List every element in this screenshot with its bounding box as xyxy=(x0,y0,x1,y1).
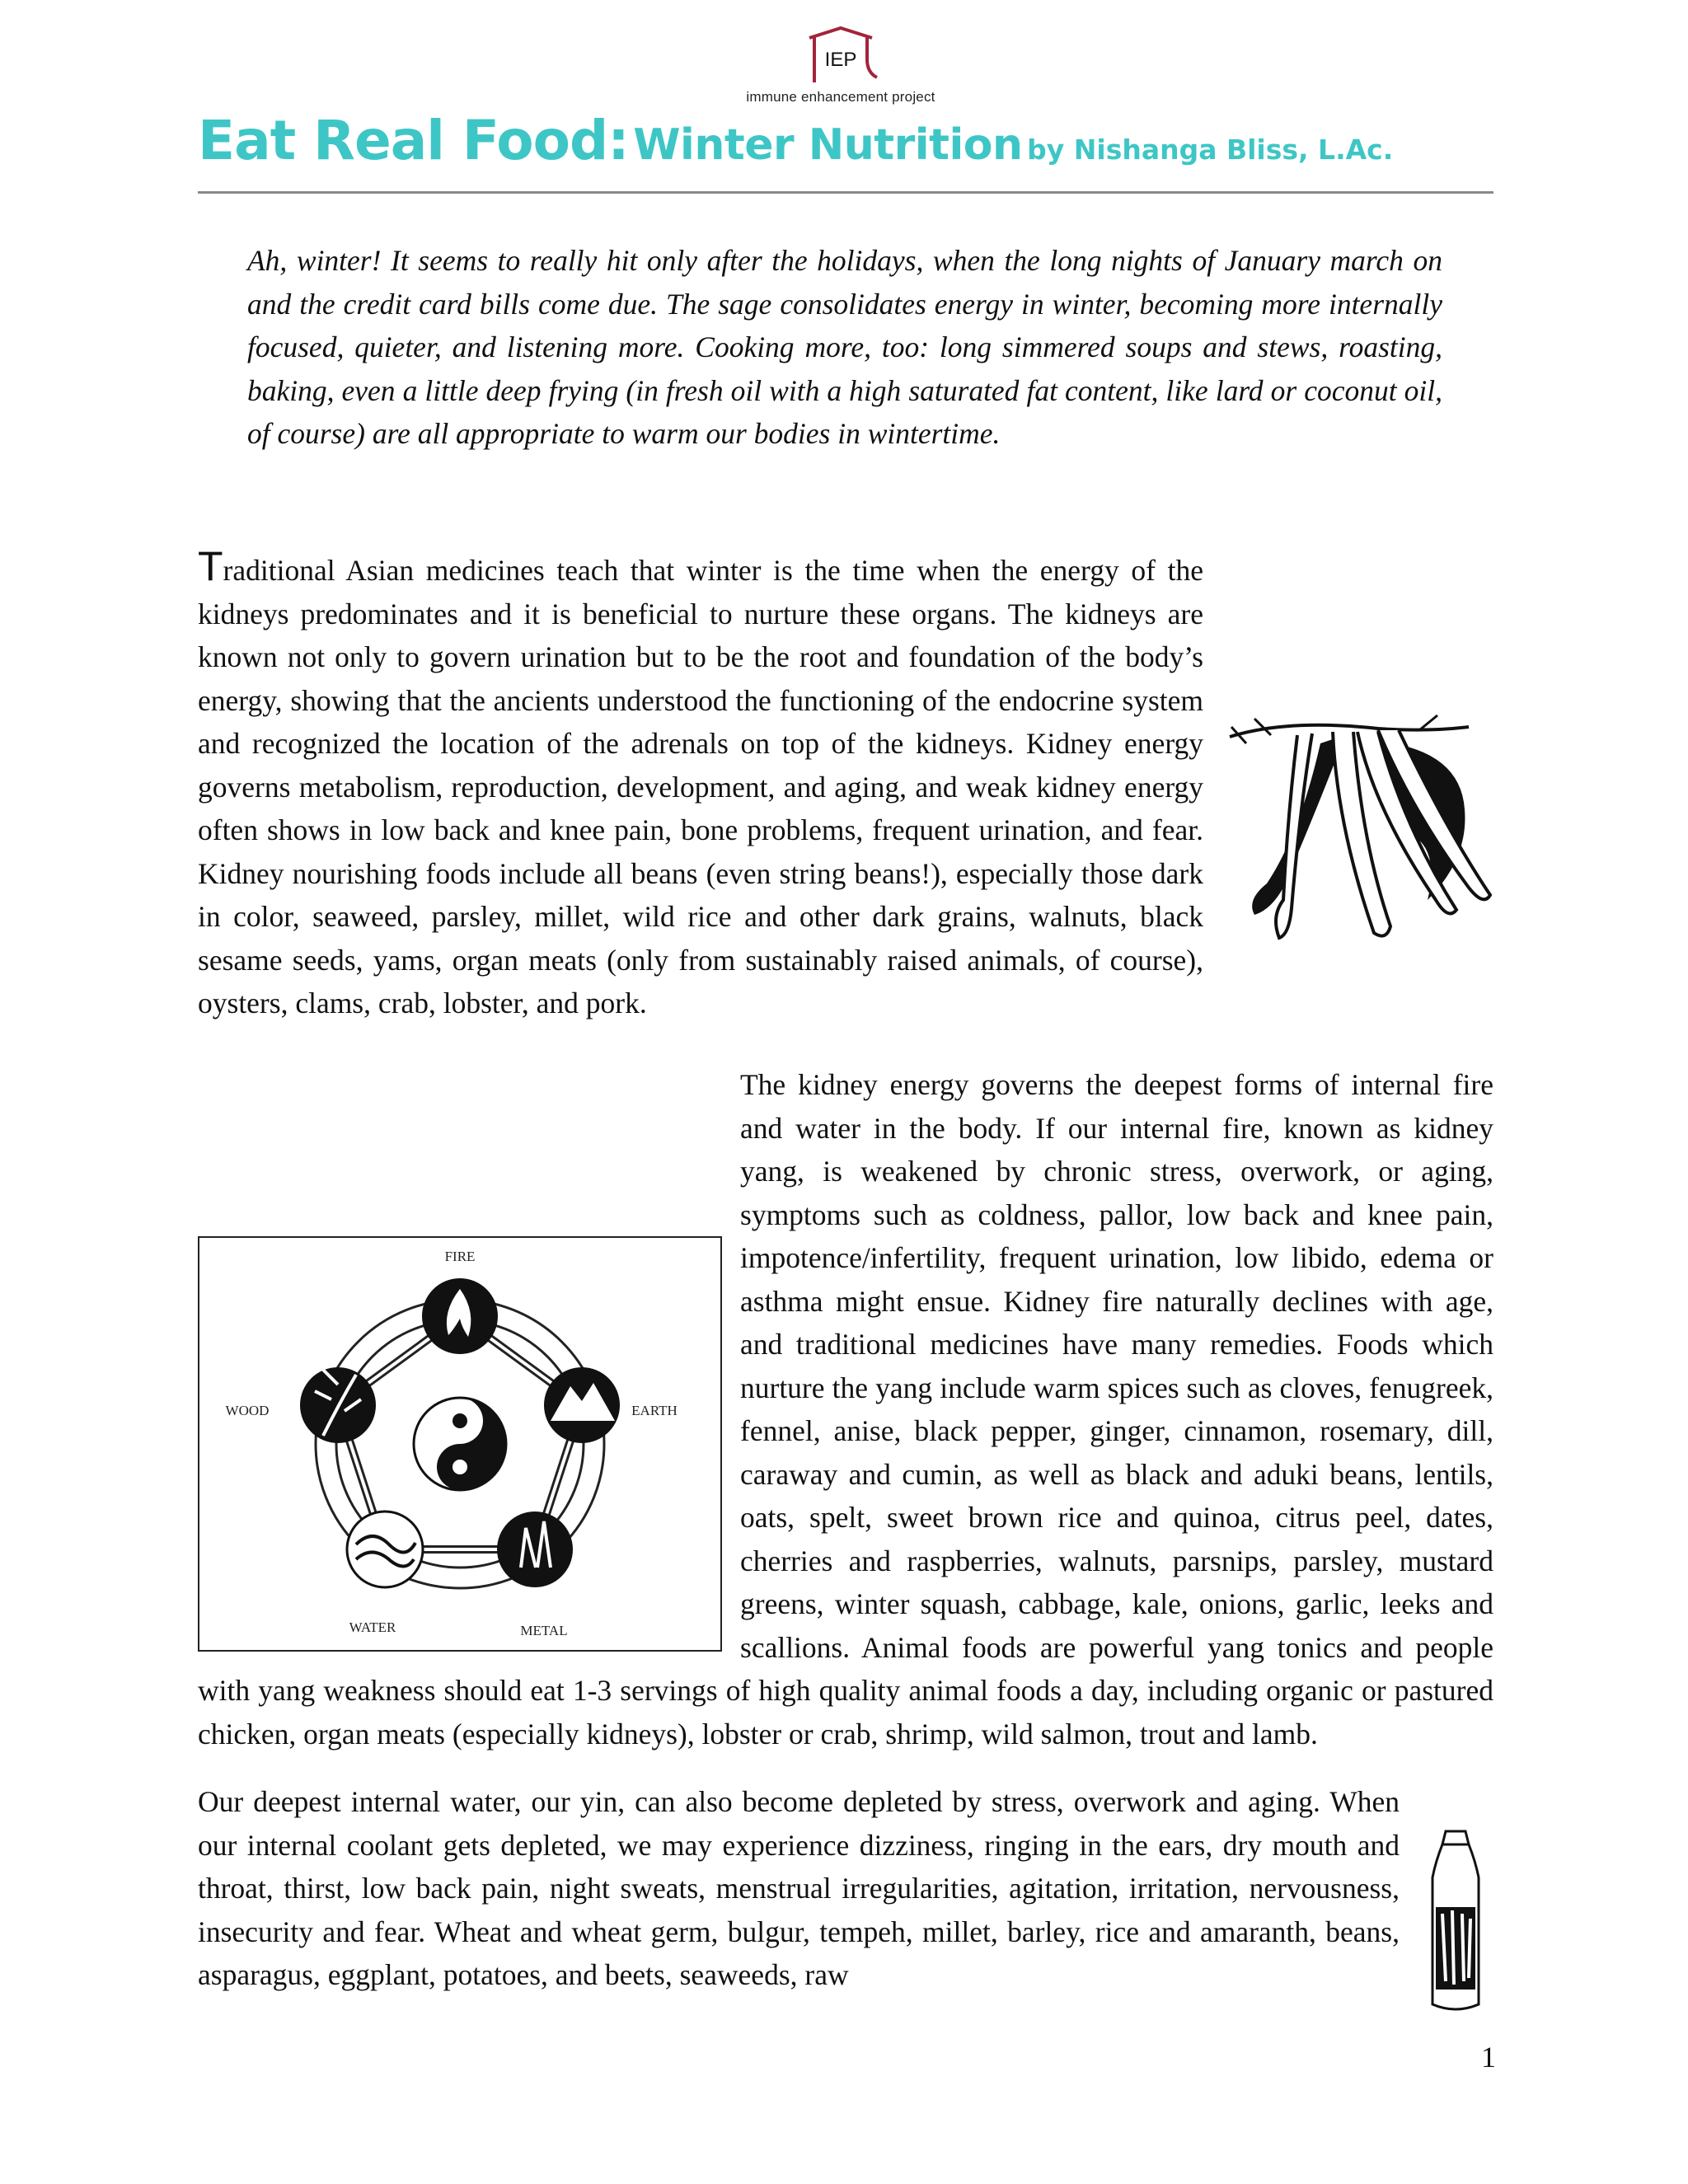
dropcap-letter: T xyxy=(198,543,223,589)
element-label-metal: METAL xyxy=(520,1623,568,1638)
logo-tagline: immune enhancement project xyxy=(746,89,935,105)
string-beans-illustration xyxy=(1221,694,1493,941)
paragraph-kidney-yang xyxy=(198,1063,1493,1755)
element-label-fire: FIRE xyxy=(444,1249,476,1264)
title-sub: Winter Nutrition xyxy=(633,120,1023,170)
iep-logo xyxy=(709,26,973,115)
paragraph-kidney-energy xyxy=(198,543,1493,1025)
paragraph-2-text: The kidney energy governs the deepest forms of internal fire and water in the body. If our internal fire, known as kidney yang, is weakened by chronic stress, overwork, or aging, symptoms such as coldness, pallor, low back and knee pain, impotence/infertility, frequent urination, low libido, edema or asthma might ensue. Kidney fire naturally declines with age, and traditional medicines have many remedies. Foods which nurture the yang include warm spices such as cloves, fenugreek, fennel, anise, black pepper, ginger, cinnamon, rosemary, dill, caraway and cumin, as well as black and aduki beans, lentils, oats, spelt, sweet brown rice and quinoa, citrus peel, dates, cherries and raspberries, walnuts, parsnips, parsley, mustard greens, winter squash, cabbage, kale, onions, garlic, leeks and scallions. Animal foods are powerful yang tonics and people with yang weakness should eat 1-3 servings of high quality animal foods a day, including organic or pastured chicken, organ meats (especially kidneys), lobster or crab, shrimp, wild salmon, trout and lamb. xyxy=(198,1068,1493,1750)
title-main: Eat Real Food: xyxy=(198,109,629,172)
paragraph-1-text: raditional Asian medicines teach that winter is the time when the energy of the kidneys predominates and it is beneficial to nurture these organs. The kidneys are known not only to govern urination but to be the root and foundation of the body’s energy, showing that the ancients understood the functioning of the endocrine system and recognized the location of the adrenals on top of the kidneys. Kidney energy governs metabolism, reproduction, development, and aging, and weak kidney energy often shows in low back and knee pain, bone problems, frequent urination, and fear. Kidney nourishing foods include all beans (even string beans!), especially those dark in color, seaweed, parsley, millet, wild rice and other dark grains, walnuts, black sesame seeds, yams, organ meats (only from sustainably raised animals, of course), oysters, clams, crab, lobster, and pork. xyxy=(198,554,1203,1019)
title-byline: by Nishanga Bliss, L.Ac. xyxy=(1027,134,1394,166)
element-label-water: WATER xyxy=(349,1619,396,1635)
paragraph-yin xyxy=(198,1780,1493,2018)
element-label-wood: WOOD xyxy=(225,1403,270,1418)
page-title xyxy=(198,109,1500,172)
page-number: 1 xyxy=(1481,2041,1496,2074)
iep-logo-mark xyxy=(791,26,890,87)
iep-logo-text: IEP xyxy=(824,49,857,71)
title-divider xyxy=(198,191,1493,194)
paragraph-3-text: Our deepest internal water, our yin, can also become depleted by stress, overwork and aging. When our internal coolant gets depleted, we may experience dizziness, ringing in the ears, dry mouth and throat, thirst, low back pain, night sweats, menstrual irregularities, agitation, irritation, nervousness, insecurity and fear. Wheat and wheat germ, bulgur, tempeh, millet, barley, rice and amaranth, beans, asparagus, eggplant, potatoes, and beets, seaweeds, raw xyxy=(198,1785,1400,1991)
five-elements-diagram xyxy=(198,1236,722,1652)
element-label-earth: EARTH xyxy=(631,1403,678,1418)
intro-paragraph: Ah, winter! It seems to really hit only after the holidays, when the long nights of January march on and the credit card bills come due. The sage consolidates energy in winter, becoming more internally focused, quieter, and listening more. Cooking more, too: long simmered soups and stews, roasting, baking, even a little deep frying (in fresh oil with a high saturated fat content, like lard or coconut oil, of course) are all appropriate to warm our bodies in wintertime. xyxy=(247,244,1442,450)
jar-illustration xyxy=(1418,1828,1493,2018)
